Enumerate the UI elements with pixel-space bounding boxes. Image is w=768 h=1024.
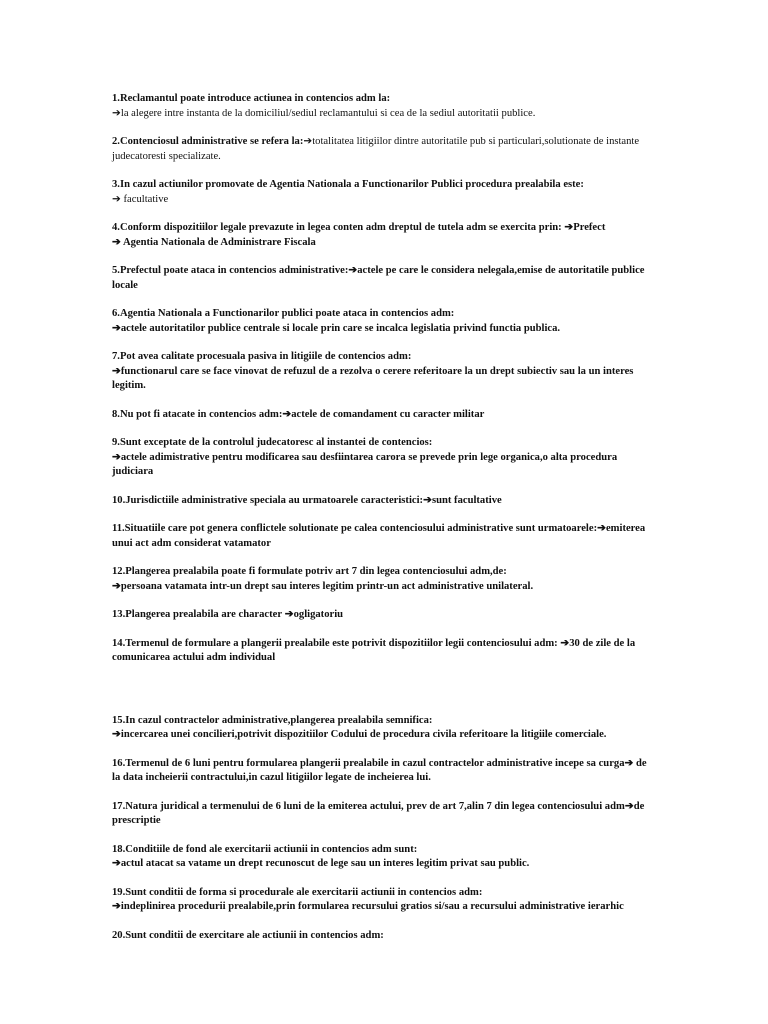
question-text: 13.Plangerea prealabila are character (112, 609, 283, 620)
answer-text: ➔functionarul care se face vinovat de refuzul de a rezolva o cerere referitoare la un drept subiectiv sau la un interes legitim. (112, 365, 634, 391)
question-text: 18.Conditiile de fond ale exercitarii actiunii in contencios adm sunt: (112, 843, 418, 855)
question-item (112, 522, 657, 551)
question-text: 17.Natura juridical a termenului de 6 luni de la emiterea actului, prev de art 7,alin 7 din legea contenciosului adm (112, 800, 625, 812)
answer-text: ➔actul atacat sa vatame un drept recunoscut de lege sau un interes legitim privat sau public. (112, 858, 530, 869)
answer-text: ➔indeplinirea procedurii prealabile,prin formularea recursului gratios si/sau a recursului administrative ierarhic (112, 901, 624, 912)
question-item (112, 494, 657, 509)
question-text: 12.Plangerea prealabila poate fi formulate potriv art 7 din legea contenciosului adm,de: (112, 566, 507, 577)
answer-text: ➔emiterea unui act adm considerat vatamator (112, 523, 646, 549)
question-text: 2.Contenciosul administrative se refera la: (112, 136, 304, 147)
answer-text: ➔actele adimistrative pentru modificarea sau desfiintarea carora se prevede prin lege organica,o alta procedura judiciara (112, 451, 618, 477)
question-item (112, 886, 657, 915)
question-list (112, 92, 657, 957)
question-item (112, 800, 657, 829)
question-text: 6.Agentia Nationala a Functionarilor publici poate ataca in contencios adm: (112, 308, 455, 319)
question-text: 3.In cazul actiunilor promovate de Agentia Nationala a Functionarilor Publici procedura prealabila este: (112, 179, 584, 190)
question-text: 4.Conform dispozitiilor legale prevazute in legea conten adm dreptul de tutela adm se exercita prin: ➔Prefect (112, 222, 606, 233)
question-item (112, 350, 657, 394)
question-item (112, 307, 657, 336)
question-item (112, 929, 657, 944)
question-item (112, 221, 657, 250)
answer-text: ➔actele pe care le considera nelegala,emise de autoritatile publice locale (112, 265, 645, 291)
answer-text: ➔ogligatoriu (284, 609, 344, 620)
answer-text: ➔sunt facultative (423, 494, 502, 506)
answer-text: ➔ Agentia Nationala de Administrare Fiscala (112, 236, 316, 248)
question-text: 9.Sunt exceptate de la controlul judecatoresc al instantei de contencios: (112, 437, 433, 448)
question-item (112, 757, 657, 786)
question-item (112, 436, 657, 480)
question-text: 15.In cazul contractelor administrative,plangerea prealabila semnifica: (112, 714, 433, 726)
question-text: 5.Prefectul poate ataca in contencios administrative: (112, 265, 349, 276)
question-item (112, 637, 657, 666)
answer-text: ➔30 de zile de la comunicarea actului adm individual (112, 637, 636, 663)
question-item (112, 565, 657, 594)
answer-text: ➔actele autoritatilor publice centrale si locale prin care se incalca legislatia privind functia publica. (112, 322, 561, 334)
question-text: 11.Situatiile care pot genera conflictele solutionate pe calea contenciosului administrative sunt urmatoarele: (112, 523, 598, 534)
answer-text: ➔la alegere intre instanta de la domiciliul/sediul reclamantului si cea de la sediul autoritatii publice. (112, 107, 536, 119)
answer-text: ➔ de la data incheierii contractului,in cazul litigiilor legate de incheierea lui. (112, 757, 647, 783)
answer-text: ➔de prescriptie (112, 800, 645, 826)
answer-text: ➔incercarea unei concilieri,potrivit dispozitiilor Codului de procedura civila referitoare la litigiile comerciale. (112, 729, 607, 740)
question-item (112, 178, 657, 207)
question-item (112, 264, 657, 293)
question-item (112, 843, 657, 872)
question-text: 10.Jurisdictiile administrative speciala au urmatoarele caracteristici: (112, 494, 424, 506)
question-item (112, 714, 657, 743)
question-text: 14.Termenul de formulare a plangerii prealabile este potrivit dispozitiilor legii contenciosului adm: (112, 637, 561, 649)
question-text: 20.Sunt conditii de exercitare ale actiunii in contencios adm: (112, 929, 384, 941)
question-text: 7.Pot avea calitate procesuala pasiva in litigiile de contencios adm: (112, 351, 412, 362)
question-text: 16.Termenul de 6 luni pentru formularea plangerii prealabile in cazul contractelor administrative incepe sa curga (112, 757, 625, 769)
question-item (112, 135, 657, 164)
answer-text: ➔persoana vatamata intr-un drept sau interes legitim printr-un act administrative unilateral. (112, 580, 534, 592)
question-item (112, 92, 657, 121)
answer-text: ➔totalitatea litigiilor dintre autoritatile pub si particulari,solutionate de instante judecatoresti specializate. (112, 136, 640, 162)
answer-text: ➔actele de comandament cu caracter militar (282, 408, 485, 420)
question-text: 19.Sunt conditii de forma si procedurale ale exercitarii actiunii in contencios adm: (112, 886, 483, 898)
answer-text: ➔ facultative (112, 193, 169, 205)
question-text: 1.Reclamantul poate introduce actiunea in contencios adm la: (112, 93, 391, 104)
question-item (112, 408, 657, 423)
question-item (112, 608, 657, 623)
question-text: 8.Nu pot fi atacate in contencios adm: (112, 408, 283, 420)
